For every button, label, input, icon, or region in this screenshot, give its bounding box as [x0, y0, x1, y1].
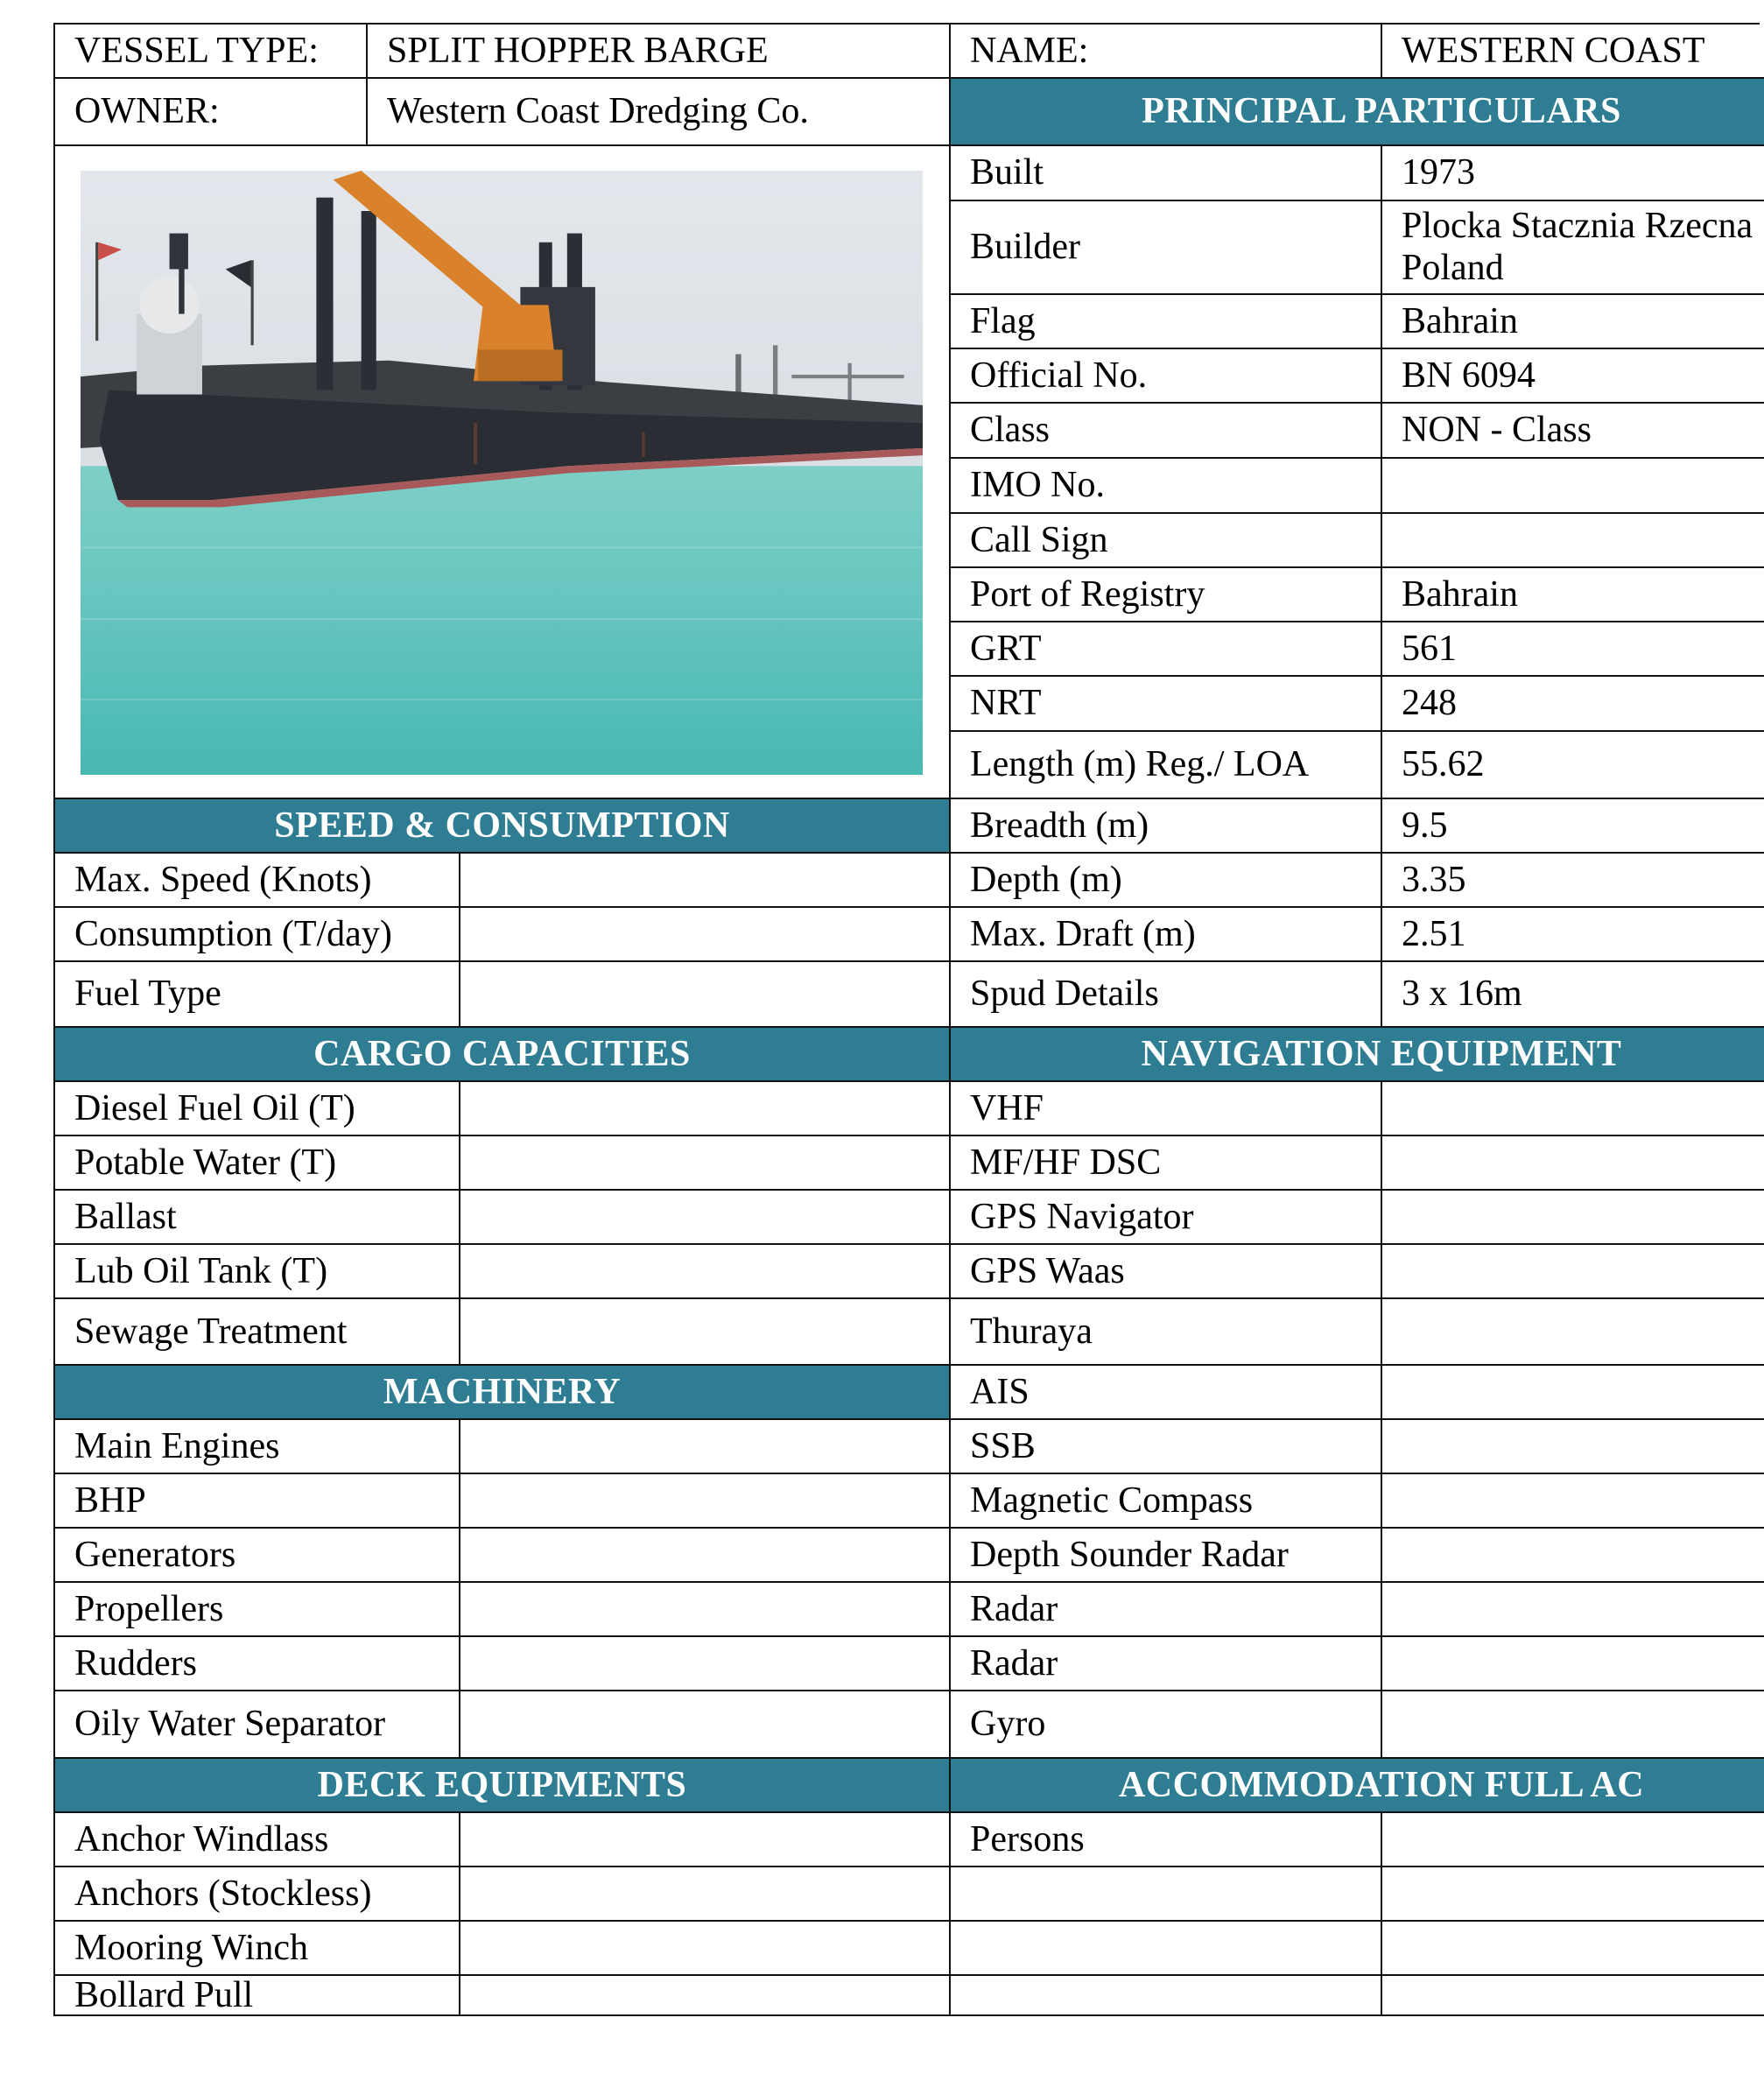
cargo-label-lub-oil: Lub Oil Tank (T) — [55, 1245, 460, 1299]
pp-value-length: 55.62 — [1382, 732, 1764, 799]
nav-value-gps-waas — [1382, 1245, 1764, 1299]
deck-label-mooring-winch: Mooring Winch — [55, 1922, 460, 1976]
nav-label-depth-sounder: Depth Sounder Radar — [951, 1529, 1382, 1583]
machinery-heading: MACHINERY — [55, 1366, 951, 1420]
pp-label-max-draft: Max. Draft (m) — [951, 908, 1382, 962]
pp-value-grt: 561 — [1382, 622, 1764, 677]
nav-label-mf-hf-dsc: MF/HF DSC — [951, 1136, 1382, 1191]
pp-label-class: Class — [951, 404, 1382, 459]
mach-value-propellers — [460, 1583, 951, 1637]
deck-value-anchor-windlass — [460, 1813, 951, 1867]
pp-label-imo-no: IMO No. — [951, 459, 1382, 514]
nav-label-ais: AIS — [951, 1366, 1382, 1420]
pp-value-builder: Plocka Stacznia Rzecna Poland — [1382, 201, 1764, 295]
cargo-value-sewage — [460, 1299, 951, 1366]
mach-label-propellers: Propellers — [55, 1583, 460, 1637]
name-label: NAME: — [951, 25, 1382, 79]
pp-label-call-sign: Call Sign — [951, 514, 1382, 568]
deck-label-anchor-windlass: Anchor Windlass — [55, 1813, 460, 1867]
nav-value-thuraya — [1382, 1299, 1764, 1366]
nav-value-radar-2 — [1382, 1637, 1764, 1691]
nav-value-depth-sounder — [1382, 1529, 1764, 1583]
pp-value-breadth: 9.5 — [1382, 799, 1764, 854]
pp-value-spud-details: 3 x 16m — [1382, 962, 1764, 1028]
cargo-label-diesel: Diesel Fuel Oil (T) — [55, 1082, 460, 1136]
acc-label-empty-1 — [951, 1867, 1382, 1922]
pp-value-max-draft: 2.51 — [1382, 908, 1764, 962]
acc-label-empty-3 — [951, 1976, 1382, 2016]
mach-value-generators — [460, 1529, 951, 1583]
mach-label-rudders: Rudders — [55, 1637, 460, 1691]
sc-value-fuel-type — [460, 962, 951, 1028]
pp-value-port-of-registry: Bahrain — [1382, 568, 1764, 622]
navigation-equipment-heading: NAVIGATION EQUIPMENT — [951, 1028, 1764, 1082]
cargo-label-potable-water: Potable Water (T) — [55, 1136, 460, 1191]
acc-value-empty-3 — [1382, 1976, 1764, 2016]
mach-label-generators: Generators — [55, 1529, 460, 1583]
deck-value-mooring-winch — [460, 1922, 951, 1976]
vessel-photo-cell — [55, 146, 951, 799]
sc-label-max-speed: Max. Speed (Knots) — [55, 854, 460, 908]
mach-label-oily-water: Oily Water Separator — [55, 1691, 460, 1759]
cargo-value-lub-oil — [460, 1245, 951, 1299]
name-value: WESTERN COAST — [1382, 25, 1764, 79]
nav-value-ais — [1382, 1366, 1764, 1420]
sc-value-consumption — [460, 908, 951, 962]
owner-value: Western Coast Dredging Co. — [368, 79, 951, 146]
pp-label-length: Length (m) Reg./ LOA — [951, 732, 1382, 799]
mach-value-rudders — [460, 1637, 951, 1691]
vessel-spec-sheet — [53, 23, 1760, 2016]
nav-value-radar-1 — [1382, 1583, 1764, 1637]
deck-value-anchors — [460, 1867, 951, 1922]
nav-label-gps-navigator: GPS Navigator — [951, 1191, 1382, 1245]
nav-value-magnetic-compass — [1382, 1474, 1764, 1529]
pp-value-class: NON - Class — [1382, 404, 1764, 459]
owner-label: OWNER: — [55, 79, 368, 146]
nav-value-mf-hf-dsc — [1382, 1136, 1764, 1191]
principal-particulars-heading: PRINCIPAL PARTICULARS — [951, 79, 1764, 146]
pp-label-breadth: Breadth (m) — [951, 799, 1382, 854]
nav-value-ssb — [1382, 1420, 1764, 1474]
speed-consumption-heading: SPEED & CONSUMPTION — [55, 799, 951, 854]
vessel-type-value: SPLIT HOPPER BARGE — [368, 25, 951, 79]
mach-value-oily-water — [460, 1691, 951, 1759]
nav-label-radar-2: Radar — [951, 1637, 1382, 1691]
pp-label-official-no: Official No. — [951, 349, 1382, 404]
pp-label-built: Built — [951, 146, 1382, 201]
cargo-label-ballast: Ballast — [55, 1191, 460, 1245]
mach-label-bhp: BHP — [55, 1474, 460, 1529]
pp-value-official-no: BN 6094 — [1382, 349, 1764, 404]
nav-value-gps-navigator — [1382, 1191, 1764, 1245]
cargo-value-potable-water — [460, 1136, 951, 1191]
sc-label-fuel-type: Fuel Type — [55, 962, 460, 1028]
deck-equipments-heading: DECK EQUIPMENTS — [55, 1759, 951, 1813]
acc-value-empty-2 — [1382, 1922, 1764, 1976]
nav-label-thuraya: Thuraya — [951, 1299, 1382, 1366]
nav-label-gyro: Gyro — [951, 1691, 1382, 1759]
pp-label-port-of-registry: Port of Registry — [951, 568, 1382, 622]
nav-label-ssb: SSB — [951, 1420, 1382, 1474]
vessel-photo — [81, 171, 923, 775]
nav-label-magnetic-compass: Magnetic Compass — [951, 1474, 1382, 1529]
pp-value-call-sign — [1382, 514, 1764, 568]
pp-label-builder: Builder — [951, 201, 1382, 295]
mach-value-main-engines — [460, 1420, 951, 1474]
cargo-value-diesel — [460, 1082, 951, 1136]
pp-label-grt: GRT — [951, 622, 1382, 677]
acc-value-persons — [1382, 1813, 1764, 1867]
deck-label-anchors: Anchors (Stockless) — [55, 1867, 460, 1922]
vessel-type-label: VESSEL TYPE: — [55, 25, 368, 79]
pp-value-nrt: 248 — [1382, 677, 1764, 732]
pp-label-spud-details: Spud Details — [951, 962, 1382, 1028]
accommodation-heading: ACCOMMODATION FULL AC — [951, 1759, 1764, 1813]
pp-label-nrt: NRT — [951, 677, 1382, 732]
deck-value-bollard-pull — [460, 1976, 951, 2016]
pp-value-flag: Bahrain — [1382, 295, 1764, 349]
pp-value-depth: 3.35 — [1382, 854, 1764, 908]
nav-label-radar-1: Radar — [951, 1583, 1382, 1637]
deck-label-bollard-pull: Bollard Pull — [55, 1976, 460, 2016]
acc-label-persons: Persons — [951, 1813, 1382, 1867]
pp-value-imo-no — [1382, 459, 1764, 514]
mach-value-bhp — [460, 1474, 951, 1529]
nav-value-vhf — [1382, 1082, 1764, 1136]
cargo-capacities-heading: CARGO CAPACITIES — [55, 1028, 951, 1082]
sc-label-consumption: Consumption (T/day) — [55, 908, 460, 962]
nav-label-vhf: VHF — [951, 1082, 1382, 1136]
cargo-label-sewage: Sewage Treatment — [55, 1299, 460, 1366]
mach-label-main-engines: Main Engines — [55, 1420, 460, 1474]
pp-value-built: 1973 — [1382, 146, 1764, 201]
acc-label-empty-2 — [951, 1922, 1382, 1976]
nav-label-gps-waas: GPS Waas — [951, 1245, 1382, 1299]
nav-value-gyro — [1382, 1691, 1764, 1759]
sc-value-max-speed — [460, 854, 951, 908]
acc-value-empty-1 — [1382, 1867, 1764, 1922]
cargo-value-ballast — [460, 1191, 951, 1245]
pp-label-flag: Flag — [951, 295, 1382, 349]
pp-label-depth: Depth (m) — [951, 854, 1382, 908]
